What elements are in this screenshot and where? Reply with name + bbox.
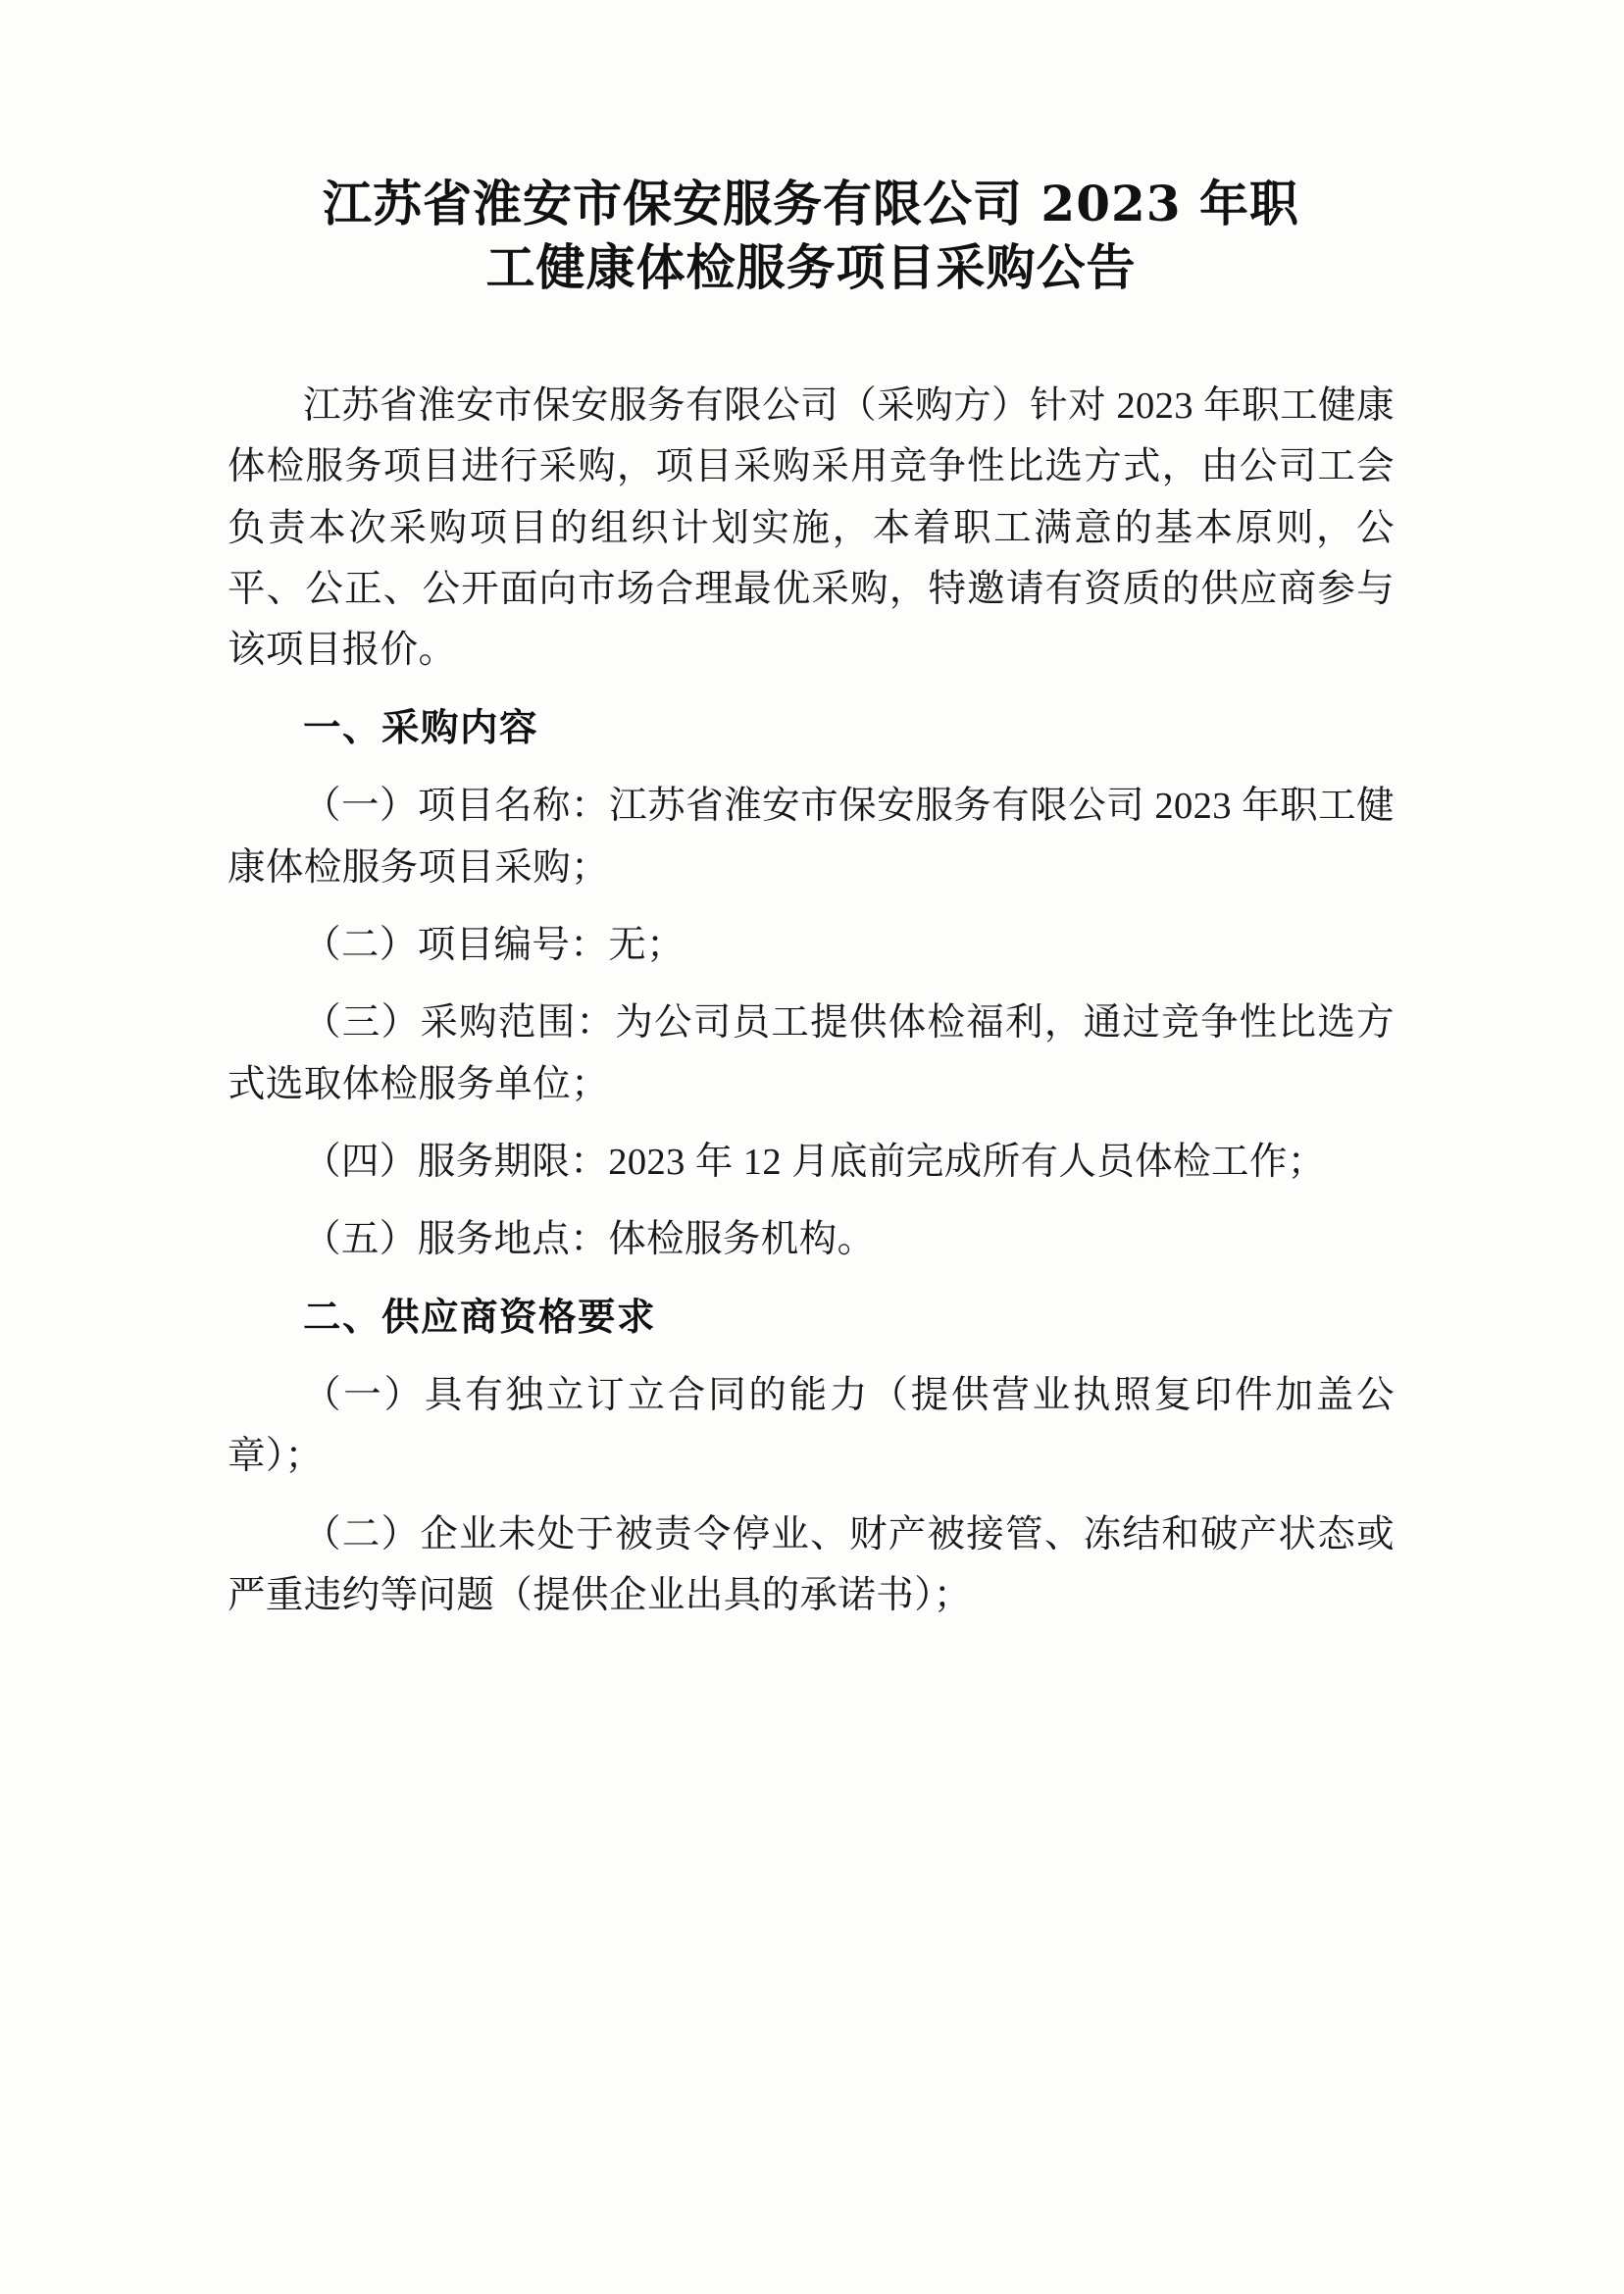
page-title-line-1: 江苏省淮安市保安服务有限公司 2023 年职: [323, 175, 1299, 232]
document-content: [228, 172, 1395, 1643]
item-service-period: （四）服务期限：2023 年 12 月底前完成所有人员体检工作；: [303, 1141, 1326, 1183]
item-project-name: （一）项目名称：江苏省淮安市保安服务有限公司 2023 年职工健康体检服务项目采购；: [228, 786, 1395, 889]
item-project-number: （二）项目编号：无；: [303, 924, 685, 966]
page-title: [228, 172, 1395, 299]
intro-paragraph: 江苏省淮安市保安服务有限公司（采购方）针对 2023 年职工健康体检服务项目进行采购，项目采购采用竞争性比选方式，由公司工会负责本次采购项目的组织计划实施，本着职工满意的基本原则，公平、公正、公开面向市场合理最优采购，特邀请有资质的供应商参与该项目报价。: [228, 385, 1395, 672]
section-heading-supplier-qualification: 二、供应商资格要求: [303, 1297, 657, 1339]
section-heading-procurement-content: 一、采购内容: [303, 707, 539, 749]
qualification-item-business-status: （二）企业未处于被责令停业、财产被接管、冻结和破产状态或严重违约等问题（提供企业出具的承诺书）；: [228, 1513, 1395, 1617]
item-service-location: （五）服务地点：体检服务机构。: [303, 1219, 876, 1261]
item-procurement-scope: （三）采购范围：为公司员工提供体检福利，通过竞争性比选方式选取体检服务单位；: [228, 1002, 1395, 1105]
page-title-line-2: 工健康体检服务项目采购公告: [485, 238, 1137, 296]
qualification-item-contract-capacity: （一）具有独立订立合同的能力（提供营业执照复印件加盖公章）；: [228, 1375, 1395, 1478]
